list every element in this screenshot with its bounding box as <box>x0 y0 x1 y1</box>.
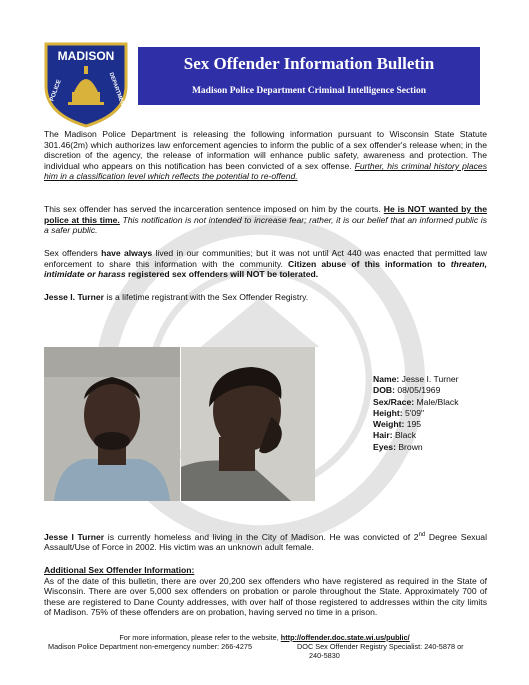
law-text-1: Sex offenders <box>44 248 102 258</box>
detail-label: Name: <box>373 374 400 384</box>
page-title: Sex Offender Information Bulletin <box>183 54 435 73</box>
detail-value: 195 <box>406 419 422 430</box>
detail-weight <box>373 419 459 430</box>
intro-emphasis: Further, his criminal history places him in a classification level which reflects the potential to re-offend. <box>44 160 487 182</box>
detail-value: 5'09" <box>405 407 425 418</box>
law-paragraph <box>44 248 487 280</box>
detail-value: Jesse I. Turner <box>401 374 459 384</box>
not-wanted-notice: He is NOT wanted by the police at this time. <box>44 204 487 225</box>
law-text-2: lived in our communities; but it was not until Act 440 was enacted that permitted law enforcement to share this information with the community. <box>44 248 487 269</box>
abuse-warning-1: Citizen abuse of this information to <box>288 258 451 269</box>
intro-text: The Madison Police Department is releasing the following information pursuant to Wisconsin State Statute 301.46(2m) which authorizes law enforcement agencies to inform the public of a sex offender's release when; in the discretion of the agency, the release of information will enhance public safety, awareness and protection. The individual who appears on this notification has been convicted of a sex offense. <box>44 129 487 171</box>
registrant-name: Jesse I. Turner <box>44 292 105 302</box>
detail-value: Black <box>394 430 416 441</box>
offender-details <box>373 374 459 453</box>
detail-value: 08/05/1969 <box>397 385 441 396</box>
detail-label: Height: <box>373 407 403 418</box>
release-paragraph <box>44 204 487 236</box>
footer-text: For more information, please refer to the website, <box>119 633 281 642</box>
title-banner <box>138 47 480 105</box>
registrant-paragraph <box>44 292 487 303</box>
doc-contact-line2: 240-5830 <box>309 651 340 660</box>
detail-label: DOB: <box>373 385 395 396</box>
additional-info-section <box>44 565 487 618</box>
doc-contact-line1: DOC Sex Offender Registry Specialist: 240-5878 or <box>297 642 464 651</box>
ordinal-suffix: nd <box>418 532 426 538</box>
police-badge-logo <box>38 36 134 128</box>
intro-paragraph <box>44 129 487 182</box>
law-bold-1: have always <box>101 248 153 258</box>
conviction-text-1: is currently homeless and living in the City of Madison. He was convicted of 2 <box>104 531 419 542</box>
registrant-text: is a lifetime registrant with the Sex Offender Registry. <box>104 292 309 302</box>
additional-info-text: As of the date of this bulletin, there are over 20,200 sex offenders who have registered as required in the State of Wisconsin. There are over 5,000 sex offenders on probation or parole throughout the State. Approximately 700 of these are registered to Dane County addresses, with over half of those registered to addresses within the city limits of Madison. 75% of these offenders are on probation, having served no time in a prison. <box>44 575 487 618</box>
page-subtitle: Madison Police Department Criminal Intelligence Section <box>191 86 427 96</box>
offender-name: Jesse I Turner <box>44 531 105 542</box>
release-text: This sex offender has served the incarceration sentence imposed on him by the courts. <box>44 204 384 214</box>
detail-label: Weight: <box>373 419 405 430</box>
detail-sex-race <box>373 397 459 408</box>
offender-registry-link[interactable]: http://offender.doc.state.wi.us/public/ <box>280 633 410 642</box>
detail-dob <box>373 385 459 396</box>
mugshot-front <box>44 347 180 501</box>
abuse-warning-2: registered sex offenders will NOT be tolerated. <box>125 269 319 280</box>
badge-text-right: DEPARTMENT <box>107 71 127 110</box>
badge-text-left: POLICE <box>49 79 63 103</box>
abuse-warning-italic: threaten, intimidate or harass <box>44 258 488 280</box>
detail-name <box>373 374 459 385</box>
badge-text-top: MADISON <box>57 49 115 63</box>
detail-label: Hair: <box>373 430 393 441</box>
detail-value: Male/Black <box>416 396 459 407</box>
detail-eyes <box>373 442 459 453</box>
footer-more-info <box>0 633 529 642</box>
footer-nonemergency: Madison Police Department non-emergency number: 266-4275 <box>48 642 253 651</box>
mugshot-profile <box>181 347 315 501</box>
detail-label: Sex/Race: <box>373 396 415 407</box>
additional-info-heading: Additional Sex Offender Information: <box>44 565 195 575</box>
detail-hair <box>373 430 459 441</box>
conviction-text-2: Degree Sexual Assault/Use of Force in 2002. His victim was an unknown adult female. <box>44 531 487 553</box>
detail-height <box>373 408 459 419</box>
detail-value: Brown <box>398 441 423 452</box>
footer-doc-contact <box>297 642 497 660</box>
detail-label: Eyes: <box>373 441 396 452</box>
conviction-paragraph <box>44 530 487 553</box>
release-note: This notification is not intended to increase fear; rather, it is our belief that an informed public is a safer public. <box>44 214 487 236</box>
